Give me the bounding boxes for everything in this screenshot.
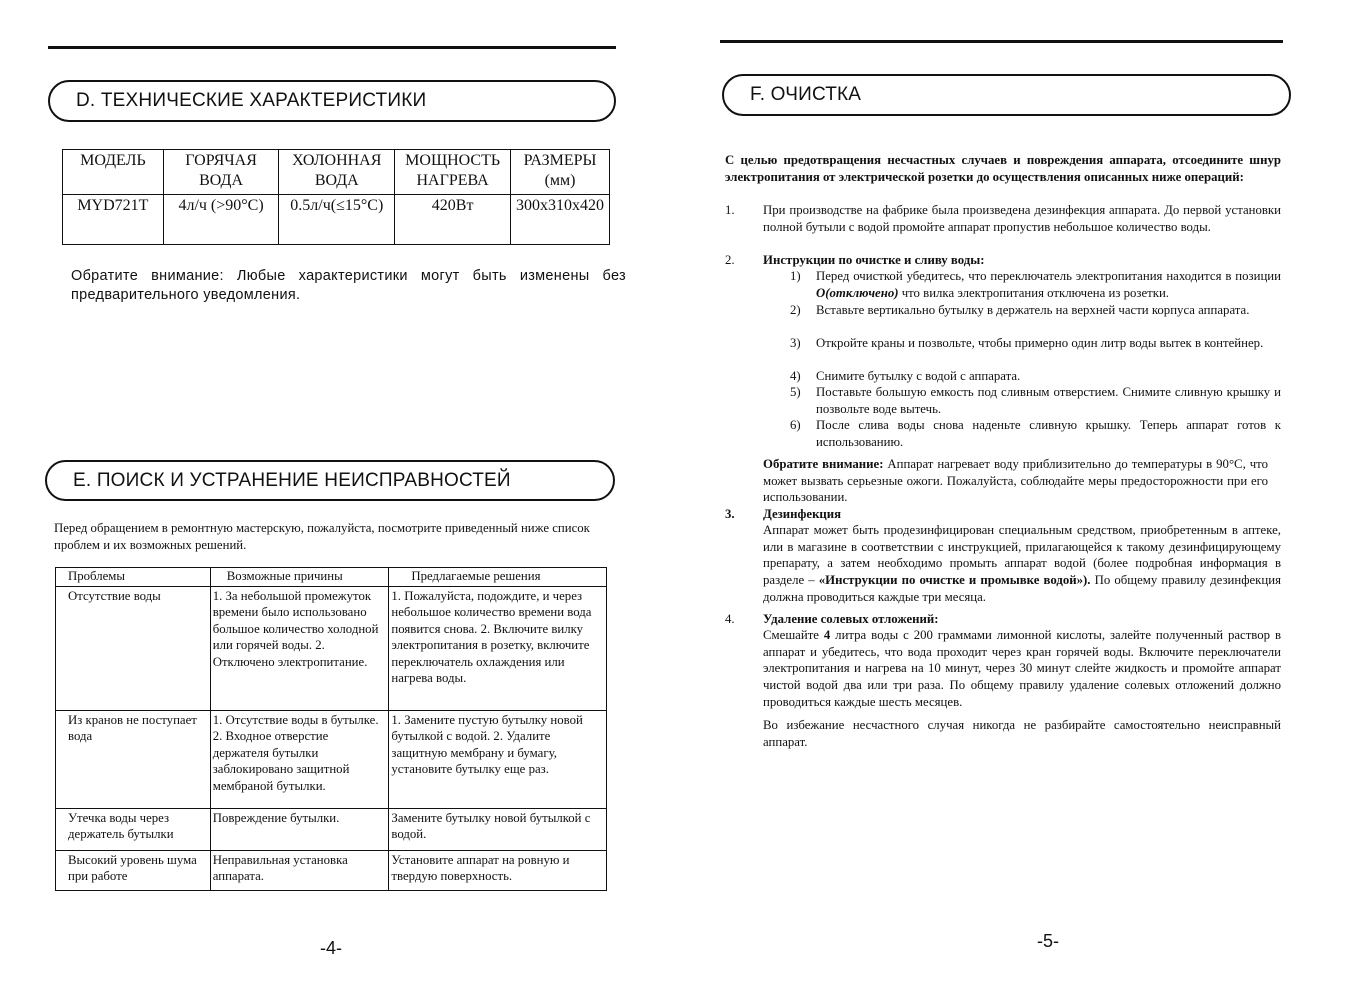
section-d-title: D. ТЕХНИЧЕСКИЕ ХАРАКТЕРИСТИКИ — [76, 90, 427, 111]
spec-cell: MYD721T — [63, 195, 164, 245]
step-number: 4) — [790, 369, 801, 383]
header-rule — [720, 40, 1283, 43]
heat-note — [763, 456, 1268, 506]
spec-header-cell: ХОЛОННАЯ ВОДА — [279, 150, 395, 195]
item-number: 3. — [725, 507, 735, 521]
solution-cell: Установите аппарат на ровную и твердую поверхность. — [389, 851, 607, 891]
spec-notice: Обратите внимание: Любые характеристики могут быть изменены без предварительного уведомления. — [71, 268, 626, 303]
table-row — [56, 711, 607, 809]
step-number: 6) — [790, 418, 801, 432]
section-d-heading — [48, 80, 616, 122]
troubleshooting-table — [55, 567, 607, 891]
cause-cell: Повреждение бутылки. — [210, 809, 389, 851]
cause-cell: 1. За небольшой промежуток времени было использовано большое количество холодной или горячей воды. 2. Отключено электропитание. — [210, 587, 389, 711]
cleaning-warning: С целью предотвращения несчастных случаев и повреждения аппарата, отсоедините шнур электропитания от электрической розетки до осуществления описанных ниже операций: — [725, 153, 1281, 184]
step-1-emphasis: O(отключено) — [816, 285, 899, 300]
item-number: 1. — [725, 203, 735, 217]
section-e-title: E. ПОИСК И УСТРАНЕНИЕ НЕИСПРАВНОСТЕЙ — [73, 469, 511, 491]
heat-note-text: Аппарат нагревает воду приблизительно до температуры в 90°С, что может вызвать серьезные ожоги. Пожалуйста, соблюдайте меры предосторожности при его использовании. — [763, 457, 1268, 505]
trouble-header-row — [56, 568, 607, 587]
header-rule — [48, 46, 616, 49]
cause-cell: 1. Отсутствие воды в бутылке. 2. Входное отверстие держателя бутылки заблокировано защитной мембраной бутылки. — [210, 711, 389, 809]
cause-cell: Неправильная установка аппарата. — [210, 851, 389, 891]
item-number: 4. — [725, 612, 735, 626]
trouble-header-cell: Возможные причины — [210, 568, 389, 587]
page-number: -5- — [1037, 931, 1059, 951]
item-3-text-post: По общему правилу дезинфекция должна проводиться каждые три месяца. — [763, 573, 1281, 604]
spec-header-row — [63, 150, 610, 195]
trouble-header-cell: Предлагаемые решения — [389, 568, 607, 587]
table-row — [56, 587, 607, 711]
step-number: 1) — [790, 269, 801, 283]
item-3-text-bold: «Инструкции по очистке и промывке водой»). — [818, 573, 1091, 588]
item-3-title: Дезинфекция — [763, 507, 842, 521]
spec-cell: 420Вт — [395, 195, 511, 245]
spec-header-cell: РАЗМЕРЫ (мм) — [511, 150, 610, 195]
problem-cell: Высокий уровень шума при работе — [56, 851, 211, 891]
page-left — [0, 0, 660, 1000]
spec-cell: 0.5л/ч(≤15°С) — [279, 195, 395, 245]
step-2-text: Вставьте вертикально бутылку в держатель на верхней части корпуса аппарата. — [816, 303, 1250, 317]
item-4-text-post: литра воды с 200 граммами лимонной кислоты, залейте полученный раствор в аппарат и убедитесь, что вода проходит через кран горячей воды. Включите переключатели электропитания и нагрева на 10 минут, через 30 минут слейте жидкость и промойте аппарат чистой водой два или три раза. По общему правилу удаление солевых отложений должно проводиться каждые шесть месяцев. — [763, 628, 1281, 709]
step-5-text: Поставьте большую емкость под сливным отверстием. Снимите сливную крышку и позвольте воде вытечь. — [816, 385, 1281, 416]
solution-cell: 1. Пожалуйста, подождите, и через небольшое количество времени вода появится снова. 2. Включите вилку электропитания в розетку, включите переключатель охлаждения или нагрева воды. — [389, 587, 607, 711]
item-1-text: При производстве на фабрике была произведена дезинфекция аппарата. До первой установки полной бутыли с водой промойте аппарат пропустив небольшое количество воды. — [763, 203, 1281, 234]
heat-note-label: Обратите внимание: — [763, 457, 884, 471]
spec-cell: 300x310x420 — [511, 195, 610, 245]
item-4-title: Удаление солевых отложений: — [763, 612, 939, 626]
item-2-title: Инструкции по очистке и сливу воды: — [763, 253, 985, 267]
solution-cell: 1. Замените пустую бутылку новой бутылкой с водой. 2. Удалите защитную мембрану и бумагу, установите бутылку еще раз. — [389, 711, 607, 809]
table-row — [56, 809, 607, 851]
step-6-text: После слива воды снова наденьте сливную крышку. Теперь аппарат готов к использованию. — [816, 418, 1281, 449]
closing-warning: Во избежание несчастного случая никогда не разбирайте самостоятельно неисправный аппарат. — [763, 718, 1281, 749]
step-number: 5) — [790, 385, 801, 399]
spec-header-cell: МОЩНОСТЬ НАГРЕВА — [395, 150, 511, 195]
step-1-text — [816, 268, 1281, 301]
item-4-text — [763, 627, 1281, 711]
section-f-title: F. ОЧИСТКА — [750, 84, 862, 105]
step-number: 3) — [790, 336, 801, 350]
page-right — [680, 0, 1364, 1000]
step-1-post: что вилка электропитания отключена из розетки. — [898, 285, 1169, 300]
trouble-header-cell: Проблемы — [56, 568, 211, 587]
step-number: 2) — [790, 303, 801, 317]
spec-header-cell: МОДЕЛЬ — [63, 150, 164, 195]
item-4-text-pre: Смешайте — [763, 628, 824, 642]
step-3-text: Откройте краны и позвольте, чтобы примерно один литр воды вытек в контейнер. — [816, 336, 1264, 350]
solution-cell: Замените бутылку новой бутылкой с водой. — [389, 809, 607, 851]
section-f-heading — [722, 74, 1291, 116]
problem-cell: Из кранов не поступает вода — [56, 711, 211, 809]
item-4-text-bold: 4 — [823, 628, 831, 642]
item-3-text-pre: Аппарат может быть продезинфицирован специальным средством, приобретенным в аптеке, или в магазине в соответствии с инструкцией, прилагающейся к такому дезинфицирующему препарату, а затем необходимо промыть аппарат водой (более подробная информация в разделе – — [763, 523, 1281, 588]
troubleshooting-intro: Перед обращением в ремонтную мастерскую, пожалуйста, посмотрите приведенный ниже список проблем и их возможных решений. — [54, 521, 590, 552]
item-number: 2. — [725, 253, 735, 267]
spec-data-row — [63, 195, 610, 245]
spec-cell: 4л/ч (>90°С) — [163, 195, 279, 245]
step-1-pre: Перед очисткой убедитесь, что переключатель электропитания находится в позиции — [816, 269, 1281, 283]
spec-table — [62, 149, 610, 245]
section-e-heading — [45, 460, 615, 501]
problem-cell: Утечка воды через держатель бутылки — [56, 809, 211, 851]
item-3-text — [763, 522, 1281, 606]
spec-header-cell: ГОРЯЧАЯ ВОДА — [163, 150, 279, 195]
problem-cell: Отсутствие воды — [56, 587, 211, 711]
page-number: -4- — [320, 938, 342, 958]
step-4-text: Снимите бутылку с водой с аппарата. — [816, 369, 1021, 383]
table-row — [56, 851, 607, 891]
